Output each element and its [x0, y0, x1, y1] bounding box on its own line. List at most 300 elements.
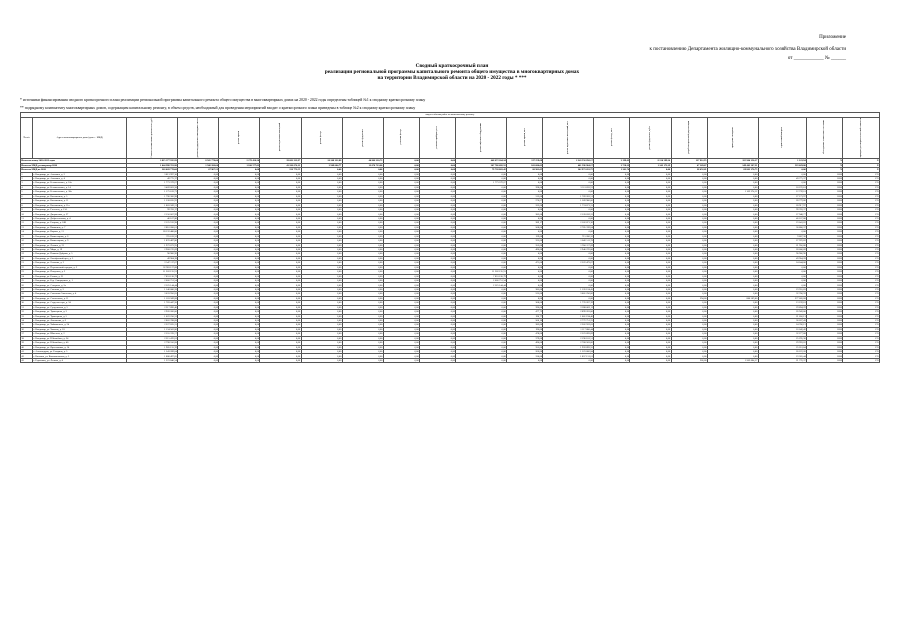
table-cell: 47 169,07	[671, 163, 707, 167]
table-cell: 2 125 912,98	[127, 221, 178, 225]
table-cell: 0,00	[178, 358, 219, 362]
table-cell: 3 469 663,58	[127, 185, 178, 189]
table-cell: 0,00	[342, 318, 383, 322]
table-cell: 0,00	[260, 279, 301, 283]
column-header-label: ремонт внутридомовых инженерных систем	[197, 117, 200, 157]
table-cell: 28 000,09	[758, 247, 806, 251]
table-cell: 0,00	[630, 252, 671, 256]
table-cell: 0,00	[342, 194, 383, 198]
table-cell: 0,00	[260, 296, 301, 300]
table-cell: РО	[843, 350, 880, 354]
table-cell: 0,00	[383, 194, 419, 198]
table-cell: РО	[843, 181, 880, 185]
table-cell: 0,00	[543, 279, 594, 283]
table-cell: 0,00	[342, 287, 383, 291]
table-cell: 478,00	[507, 332, 543, 336]
table-cell: 0,00	[178, 256, 219, 260]
table-cell: 0,00	[260, 176, 301, 180]
table-cell: 99 783,37	[127, 208, 178, 212]
table-cell: 0,00	[342, 172, 383, 176]
table-cell: 28 452,61	[671, 168, 707, 172]
table-cell: 37	[21, 332, 33, 336]
table-cell: 0,00	[260, 314, 301, 318]
table-cell: 0,00	[594, 172, 630, 176]
table-cell: 2020	[807, 216, 843, 220]
table-cell: 277 020,68	[758, 296, 806, 300]
table-cell: 0,00	[707, 310, 758, 314]
table-cell: 0,00	[630, 190, 671, 194]
table-cell: 149 441 367,21	[707, 163, 758, 167]
table-cell: 0,00	[178, 296, 219, 300]
address-cell: г. Владимир, ул. Василисина, д. 11	[33, 199, 127, 203]
table-cell: 21	[21, 261, 33, 265]
table-cell: 0,00	[178, 287, 219, 291]
table-cell: 0,00	[301, 350, 342, 354]
table-cell: 5	[21, 190, 33, 194]
table-cell: 0,00	[219, 247, 260, 251]
table-cell: 0,00	[420, 354, 456, 358]
table-cell: 0,00	[707, 199, 758, 203]
table-cell: 0,00	[456, 185, 507, 189]
table-cell: 0,00	[342, 314, 383, 318]
table-cell: 0,00	[219, 310, 260, 314]
column-header-label: установка приборов учета	[436, 125, 439, 149]
table-cell: РО	[843, 279, 880, 283]
table-cell: 0,00	[260, 225, 301, 229]
table-cell: 0,00	[301, 301, 342, 305]
table-cell: РО	[843, 185, 880, 189]
table-cell: 0,00	[301, 270, 342, 274]
table-cell: 448 672 204,34	[456, 159, 507, 163]
table-cell: 0,00	[707, 318, 758, 322]
table-cell: 0,00	[219, 332, 260, 336]
table-cell: 0,00	[178, 301, 219, 305]
table-cell: 0,00	[671, 341, 707, 345]
table-cell: 0,00	[671, 243, 707, 247]
table-cell: 0,00	[630, 176, 671, 180]
table-cell: 2020	[807, 332, 843, 336]
table-cell: 0,00	[543, 176, 594, 180]
table-cell: 0,00	[543, 181, 594, 185]
table-cell: 0,00	[260, 199, 301, 203]
table-cell: 715 206,16	[543, 234, 594, 238]
table-cell: 16 642,42	[758, 327, 806, 331]
table-cell: 0,00	[456, 252, 507, 256]
table-cell: 0,00	[178, 327, 219, 331]
table-cell: 2020	[807, 323, 843, 327]
column-header-label: Адрес многоквартирного дома (далее - МКД)	[56, 136, 103, 140]
table-cell: 0,00	[707, 208, 758, 212]
table-body	[21, 159, 880, 363]
table-cell: Итого по МКД на 2020	[21, 168, 127, 172]
table-cell: 0,00	[178, 345, 219, 349]
address-cell: г. Вязники, ул. Комсомольская, д. 3	[33, 354, 127, 358]
table-cell: 2 199,63	[594, 159, 630, 163]
table-cell: 29	[21, 296, 33, 300]
table-cell: 0,00	[543, 358, 594, 362]
table-cell: 0,00	[383, 301, 419, 305]
table-cell: 1 773 379,67	[456, 181, 507, 185]
table-cell: 0,00	[260, 203, 301, 207]
table-cell: 0,00	[594, 212, 630, 216]
table-cell: 0,00	[707, 265, 758, 269]
table-cell: 0,00	[707, 332, 758, 336]
table-cell: РО	[843, 247, 880, 251]
table-cell: 0,00	[707, 252, 758, 256]
table-cell: 27 948,77	[758, 212, 806, 216]
table-cell: 22	[21, 265, 33, 269]
table-cell: 0,00	[707, 314, 758, 318]
table-cell: 27 173,97	[758, 194, 806, 198]
table-cell: 0,00	[383, 212, 419, 216]
table-cell: 11 202 135,91	[127, 270, 178, 274]
table-cell: 1 880 497,05	[127, 354, 178, 358]
table-cell: 0,00	[301, 176, 342, 180]
table-cell: 0,00	[456, 301, 507, 305]
table-cell: 0,00	[342, 327, 383, 331]
table-cell: 0,00	[219, 358, 260, 362]
table-cell: 90 906,96	[758, 252, 806, 256]
table-cell: 0,00	[594, 327, 630, 331]
table-cell: 0,00	[383, 279, 419, 283]
appendix-line: к постановлению Департамента жилищно-коммунального хозяйства Владимирской области	[649, 47, 846, 52]
table-cell: 0,00	[594, 256, 630, 260]
table-cell: 1 134 502,86	[127, 327, 178, 331]
column-header	[33, 117, 127, 159]
table-cell: 0,00	[420, 199, 456, 203]
table-cell: 1 022 250,53	[127, 314, 178, 318]
table-cell: 29 894,29	[758, 305, 806, 309]
table-cell: 0,00	[342, 230, 383, 234]
table-cell: 0,00	[630, 318, 671, 322]
table-cell: 0,00	[260, 354, 301, 358]
table-cell: 0,00	[671, 318, 707, 322]
table-cell: 0,00	[420, 203, 456, 207]
table-cell: 0,00	[630, 239, 671, 243]
table-cell: 0,00	[420, 265, 456, 269]
table-cell: 0,00	[260, 345, 301, 349]
table-cell: 0,00	[178, 221, 219, 225]
table-cell: 0,00	[260, 336, 301, 340]
table-cell: 0,00	[383, 239, 419, 243]
table-cell: 0,00	[507, 265, 543, 269]
table-cell: 0,00	[707, 274, 758, 278]
column-header-label: строительный контроль	[781, 126, 784, 148]
table-cell: 0,00	[301, 283, 342, 287]
table-cell: РО	[843, 318, 880, 322]
table-cell: 0,00	[707, 194, 758, 198]
table-cell: 20	[21, 256, 33, 260]
address-cell: г. Гороховец, ул. Ленина, д. 4	[33, 358, 127, 362]
table-cell: 0,00	[594, 243, 630, 247]
table-cell: 0,00	[178, 208, 219, 212]
table-cell: 0,00	[301, 247, 342, 251]
table-cell: 0,00	[219, 279, 260, 283]
table-cell: 0,00	[420, 358, 456, 362]
table-cell: 2 968 276,09	[127, 247, 178, 251]
table-cell: РО	[843, 270, 880, 274]
table-cell: 17	[21, 243, 33, 247]
table-cell: 32 963 127,08	[127, 265, 178, 269]
table-cell: 0,00	[301, 323, 342, 327]
table-cell: 0,00	[420, 225, 456, 229]
table-cell: 0,00	[630, 247, 671, 251]
table-cell: 0,00	[630, 358, 671, 362]
table-cell: 0,00	[383, 332, 419, 336]
table-cell: 0,00	[630, 216, 671, 220]
table-cell: 29 993,62	[758, 341, 806, 345]
table-cell: 0,00	[456, 216, 507, 220]
table-cell: РО	[843, 190, 880, 194]
table-cell: 2020	[807, 247, 843, 251]
table-cell: 0,00	[178, 190, 219, 194]
table-cell: 0,00	[456, 247, 507, 251]
table-cell: 0,00	[342, 256, 383, 260]
table-cell: РО	[843, 332, 880, 336]
address-cell: г. Владимир, ул. Мира, д. 19	[33, 247, 127, 251]
table-cell: 0,00	[219, 221, 260, 225]
table-cell: 0,00	[671, 239, 707, 243]
table-cell: РО	[843, 203, 880, 207]
table-cell: 0,00	[178, 323, 219, 327]
table-cell: 260,00	[671, 358, 707, 362]
table-cell: 0,00	[301, 265, 342, 269]
table-cell: 0,00	[707, 323, 758, 327]
table-cell: 0,00	[342, 283, 383, 287]
table-cell: 0,00	[260, 310, 301, 314]
table-cell: 0,00	[671, 216, 707, 220]
table-cell: 39 682 233,97	[260, 159, 301, 163]
table-cell: 0,00	[383, 221, 419, 225]
table-cell: 0,00	[456, 341, 507, 345]
table-cell: 0,00	[260, 234, 301, 238]
table-cell: 0,00	[630, 194, 671, 198]
table-cell: 0,00	[630, 345, 671, 349]
table-cell: РО	[843, 216, 880, 220]
table-cell: 18 276,81	[758, 185, 806, 189]
table-cell: РО	[843, 194, 880, 198]
table-cell: 0,00	[456, 305, 507, 309]
table-cell: 0,00	[630, 230, 671, 234]
table-cell: 0,00	[456, 314, 507, 318]
column-header-label: ремонт фасада	[320, 130, 323, 144]
table-cell: X	[843, 159, 880, 163]
table-cell: 21 056,13	[758, 314, 806, 318]
table-cell: 2020	[807, 287, 843, 291]
table-cell: 1 783 447,20	[127, 301, 178, 305]
table-cell: 0,00	[219, 252, 260, 256]
table-cell: 0,00	[456, 221, 507, 225]
column-header	[707, 117, 758, 159]
table-cell: 276,67	[507, 199, 543, 203]
table-cell: 0,00	[301, 296, 342, 300]
address-cell: г. Владимир, ул. Комиссарова, д. 6	[33, 234, 127, 238]
table-cell: 23	[21, 270, 33, 274]
table-cell: 0,00	[178, 354, 219, 358]
table-cell: 0,00	[383, 176, 419, 180]
table-cell: 0,00	[758, 230, 806, 234]
table-cell: 0,00	[630, 234, 671, 238]
table-cell: 0,00	[420, 234, 456, 238]
table-cell: 2020	[807, 327, 843, 331]
table-cell: 0,00	[301, 172, 342, 176]
table-cell: 2020	[807, 199, 843, 203]
table-cell: 0,00	[342, 296, 383, 300]
table-cell: 0,00	[420, 274, 456, 278]
title-line-1: Сводный краткосрочный план	[415, 63, 489, 69]
table-cell: 0,00	[301, 185, 342, 189]
table-cell: 2020	[807, 350, 843, 354]
table-cell: 0,00	[260, 172, 301, 176]
table-cell: 2020	[807, 256, 843, 260]
table-cell: 6	[21, 194, 33, 198]
table-cell: 0,00	[383, 341, 419, 345]
table-cell: 0,00	[594, 305, 630, 309]
table-cell: 49 904,28	[127, 256, 178, 260]
table-cell: 0,00	[301, 310, 342, 314]
table-cell: 0,00	[219, 336, 260, 340]
table-cell: 1 857 131,61	[543, 354, 594, 358]
table-cell: 0,00	[543, 296, 594, 300]
table-cell: 0,00	[456, 287, 507, 291]
table-cell: 16	[21, 239, 33, 243]
table-cell: 0,00	[671, 354, 707, 358]
table-cell: 0,00	[420, 176, 456, 180]
table-cell: 0,00	[420, 216, 456, 220]
table-cell: 2 899 263,00	[543, 310, 594, 314]
document-title	[0, 63, 904, 82]
table-cell: 0,00	[219, 296, 260, 300]
table-cell: 0,00	[594, 279, 630, 283]
table-cell: 0,00	[260, 181, 301, 185]
column-header	[342, 117, 383, 159]
table-cell: 196,00	[507, 327, 543, 331]
table-cell: 43	[21, 358, 33, 362]
table-cell: 0,00	[456, 350, 507, 354]
table-cell: 508,00	[507, 225, 543, 229]
table-cell: 0,00	[342, 181, 383, 185]
table-cell: 0,00	[342, 265, 383, 269]
table-cell: 0,00	[507, 252, 543, 256]
address-cell: г. Владимир, ул. Каманина, д. 7	[33, 225, 127, 229]
table-cell: 0,00	[671, 261, 707, 265]
table-cell: 0,00	[707, 230, 758, 234]
table-cell: 0,00	[594, 190, 630, 194]
table-cell: 2020	[807, 318, 843, 322]
table-cell: 0,00	[594, 234, 630, 238]
plan-table-container	[20, 112, 880, 363]
table-cell: 0,00	[342, 216, 383, 220]
table-cell: 0,00	[260, 358, 301, 362]
table-cell: 3 001 256,06	[543, 292, 594, 296]
table-cell: 0,00	[260, 327, 301, 331]
table-cell: 0,00	[594, 176, 630, 180]
address-cell: г. Владимир, ул. Ярославская, д. 14	[33, 345, 127, 349]
table-cell: РО	[843, 341, 880, 345]
table-cell: 1 842 511,78	[543, 239, 594, 243]
table-cell: 0,00	[671, 323, 707, 327]
table-cell: РО	[843, 212, 880, 216]
table-cell: 0,00	[758, 283, 806, 287]
column-header	[178, 117, 219, 159]
table-cell: 0,00	[671, 345, 707, 349]
address-cell: г. Владимир, ул. Егорова, д. 10В	[33, 221, 127, 225]
table-cell: 325,00	[507, 239, 543, 243]
table-cell: 0,00	[301, 208, 342, 212]
table-cell: 0,00	[456, 234, 507, 238]
table-cell: 8 120 399,34	[630, 159, 671, 163]
table-cell: 0,00	[301, 256, 342, 260]
table-cell: РО	[843, 256, 880, 260]
address-cell: г. Владимир, ул. Юбилейная, д. 40	[33, 341, 127, 345]
table-cell: 0,00	[543, 256, 594, 260]
address-cell: г. Владимир, ул. Комиссарова, д. 9	[33, 239, 127, 243]
table-cell: 2 547 117,07	[127, 261, 178, 265]
table-cell: 0,00	[301, 305, 342, 309]
table-cell: 0,00	[671, 212, 707, 216]
table-cell: 49 775,37	[758, 176, 806, 180]
table-cell: 2020	[807, 212, 843, 216]
table-cell: 0,00	[758, 172, 806, 176]
table-cell: 1 122,94	[758, 159, 806, 163]
table-cell: 0,00	[219, 225, 260, 229]
table-cell: 0,00	[219, 168, 260, 172]
table-cell: 2020	[807, 301, 843, 305]
table-cell: 0,00	[178, 310, 219, 314]
column-header	[456, 117, 507, 159]
table-cell: 0,00	[707, 239, 758, 243]
table-cell: 2020	[807, 261, 843, 265]
table-cell: 0,00	[219, 256, 260, 260]
table-cell: 0,00	[178, 305, 219, 309]
table-cell: 0,00	[420, 212, 456, 216]
table-cell: 385,00	[507, 287, 543, 291]
appendix-block	[650, 33, 846, 63]
table-cell: 0,00	[219, 287, 260, 291]
table-cell: 0,00	[178, 230, 219, 234]
table-cell: 0,00	[507, 274, 543, 278]
table-cell: 2 215 476,81	[127, 336, 178, 340]
column-header-label: ремонт фасада, кв.м	[610, 128, 613, 147]
table-cell: 0,00	[594, 301, 630, 305]
column-header	[594, 117, 630, 159]
table-cell: 0,00	[301, 243, 342, 247]
table-cell: 35	[21, 323, 33, 327]
table-cell: 1 162 274,12	[707, 190, 758, 194]
table-cell: 0,00	[630, 336, 671, 340]
table-cell: 0,00	[594, 314, 630, 318]
table-cell: 0,00	[219, 274, 260, 278]
table-cell: 0,00	[594, 341, 630, 345]
table-cell: 0,00	[671, 199, 707, 203]
table-cell: 0,00	[630, 350, 671, 354]
table-cell: 0,00	[594, 318, 630, 322]
table-cell: 0,00	[301, 336, 342, 340]
address-cell: г. Александров, ул. Гагарина, д. 5	[33, 350, 127, 354]
table-cell: 477,73	[507, 310, 543, 314]
table-cell: 0,00	[342, 336, 383, 340]
appendix-title: Приложение	[819, 35, 846, 40]
table-cell: 1 796 366,98	[127, 194, 178, 198]
table-cell: 49 904,28	[758, 256, 806, 260]
table-cell: 0,00	[383, 336, 419, 340]
table-cell: РО	[843, 234, 880, 238]
table-cell: 3 949 064,77	[301, 163, 342, 167]
table-cell: 0,00	[507, 230, 543, 234]
table-cell: 0,00	[707, 212, 758, 216]
table-cell: 26 208 232,88	[301, 159, 342, 163]
column-header-label: проверка достоверности сметной стоимости	[859, 117, 862, 157]
